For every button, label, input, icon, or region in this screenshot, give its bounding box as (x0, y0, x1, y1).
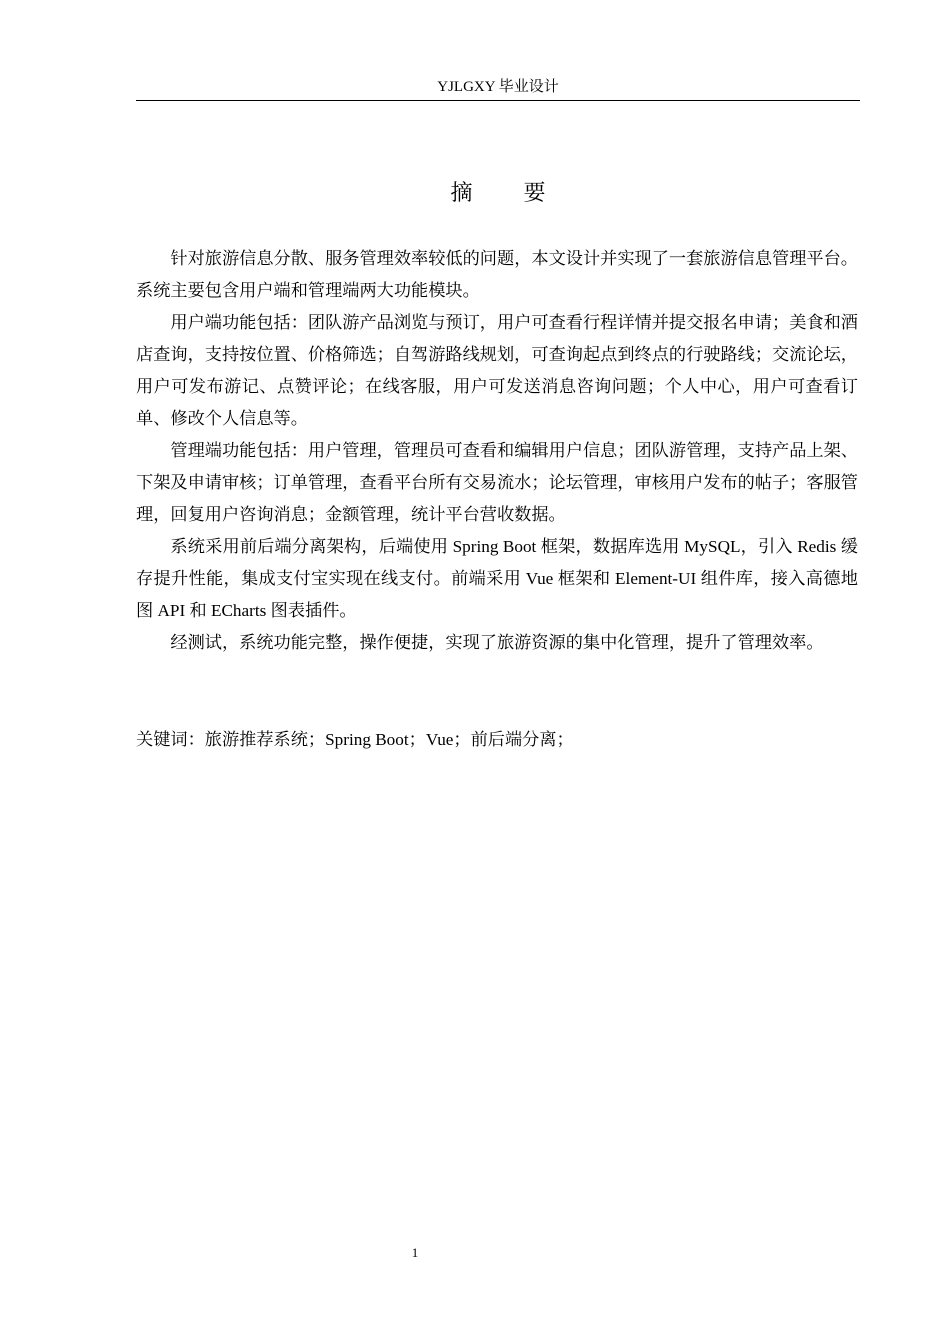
page-header: YJLGXY 毕业设计 (437, 79, 559, 95)
abstract-title: 摘 要 (450, 181, 568, 206)
header-rule (136, 100, 860, 101)
abstract-paragraph-5: 经测试，系统功能完整，操作便捷，实现了旅游资源的集中化管理，提升了管理效率。 (170, 633, 824, 652)
page-number: 1 (411, 1245, 419, 1260)
abstract-paragraph-2: 用户端功能包括：团队游产品浏览与预订，用户可查看行程详情并提交报名申请；美食和酒店查询，支持按位置、价格筛选；自驾游路线规划，可查询起点到终点的行驶路线；交流论坛，用户可发布游记、点赞评论；在线客服，用户可发送消息咨询问题；个人中心，用户可查看订单、修改个人信息等。 (136, 313, 858, 428)
abstract-paragraph-4: 系统采用前后端分离架构，后端使用 Spring Boot 框架，数据库选用 MySQL，引入 Redis 缓存提升性能，集成支付宝实现在线支付。前端采用 Vue 框架和 Element-UI 组件库，接入高德地图 API 和 ECharts 图表插件。 (136, 537, 858, 620)
keywords-line (136, 724, 858, 756)
keywords-value: 旅游推荐系统；Spring Boot；Vue；前后端分离； (204, 730, 574, 749)
keywords-label: 关键词： (136, 730, 205, 750)
abstract-paragraph-3: 管理端功能包括：用户管理，管理员可查看和编辑用户信息；团队游管理，支持产品上架、下架及申请审核；订单管理，查看平台所有交易流水；论坛管理，审核用户发布的帖子；客服管理，回复用户咨询消息；金额管理，统计平台营收数据。 (136, 441, 858, 524)
abstract-paragraph-1: 针对旅游信息分散、服务管理效率较低的问题，本文设计并实现了一套旅游信息管理平台。系统主要包含用户端和管理端两大功能模块。 (136, 249, 858, 300)
abstract-body (136, 243, 858, 659)
